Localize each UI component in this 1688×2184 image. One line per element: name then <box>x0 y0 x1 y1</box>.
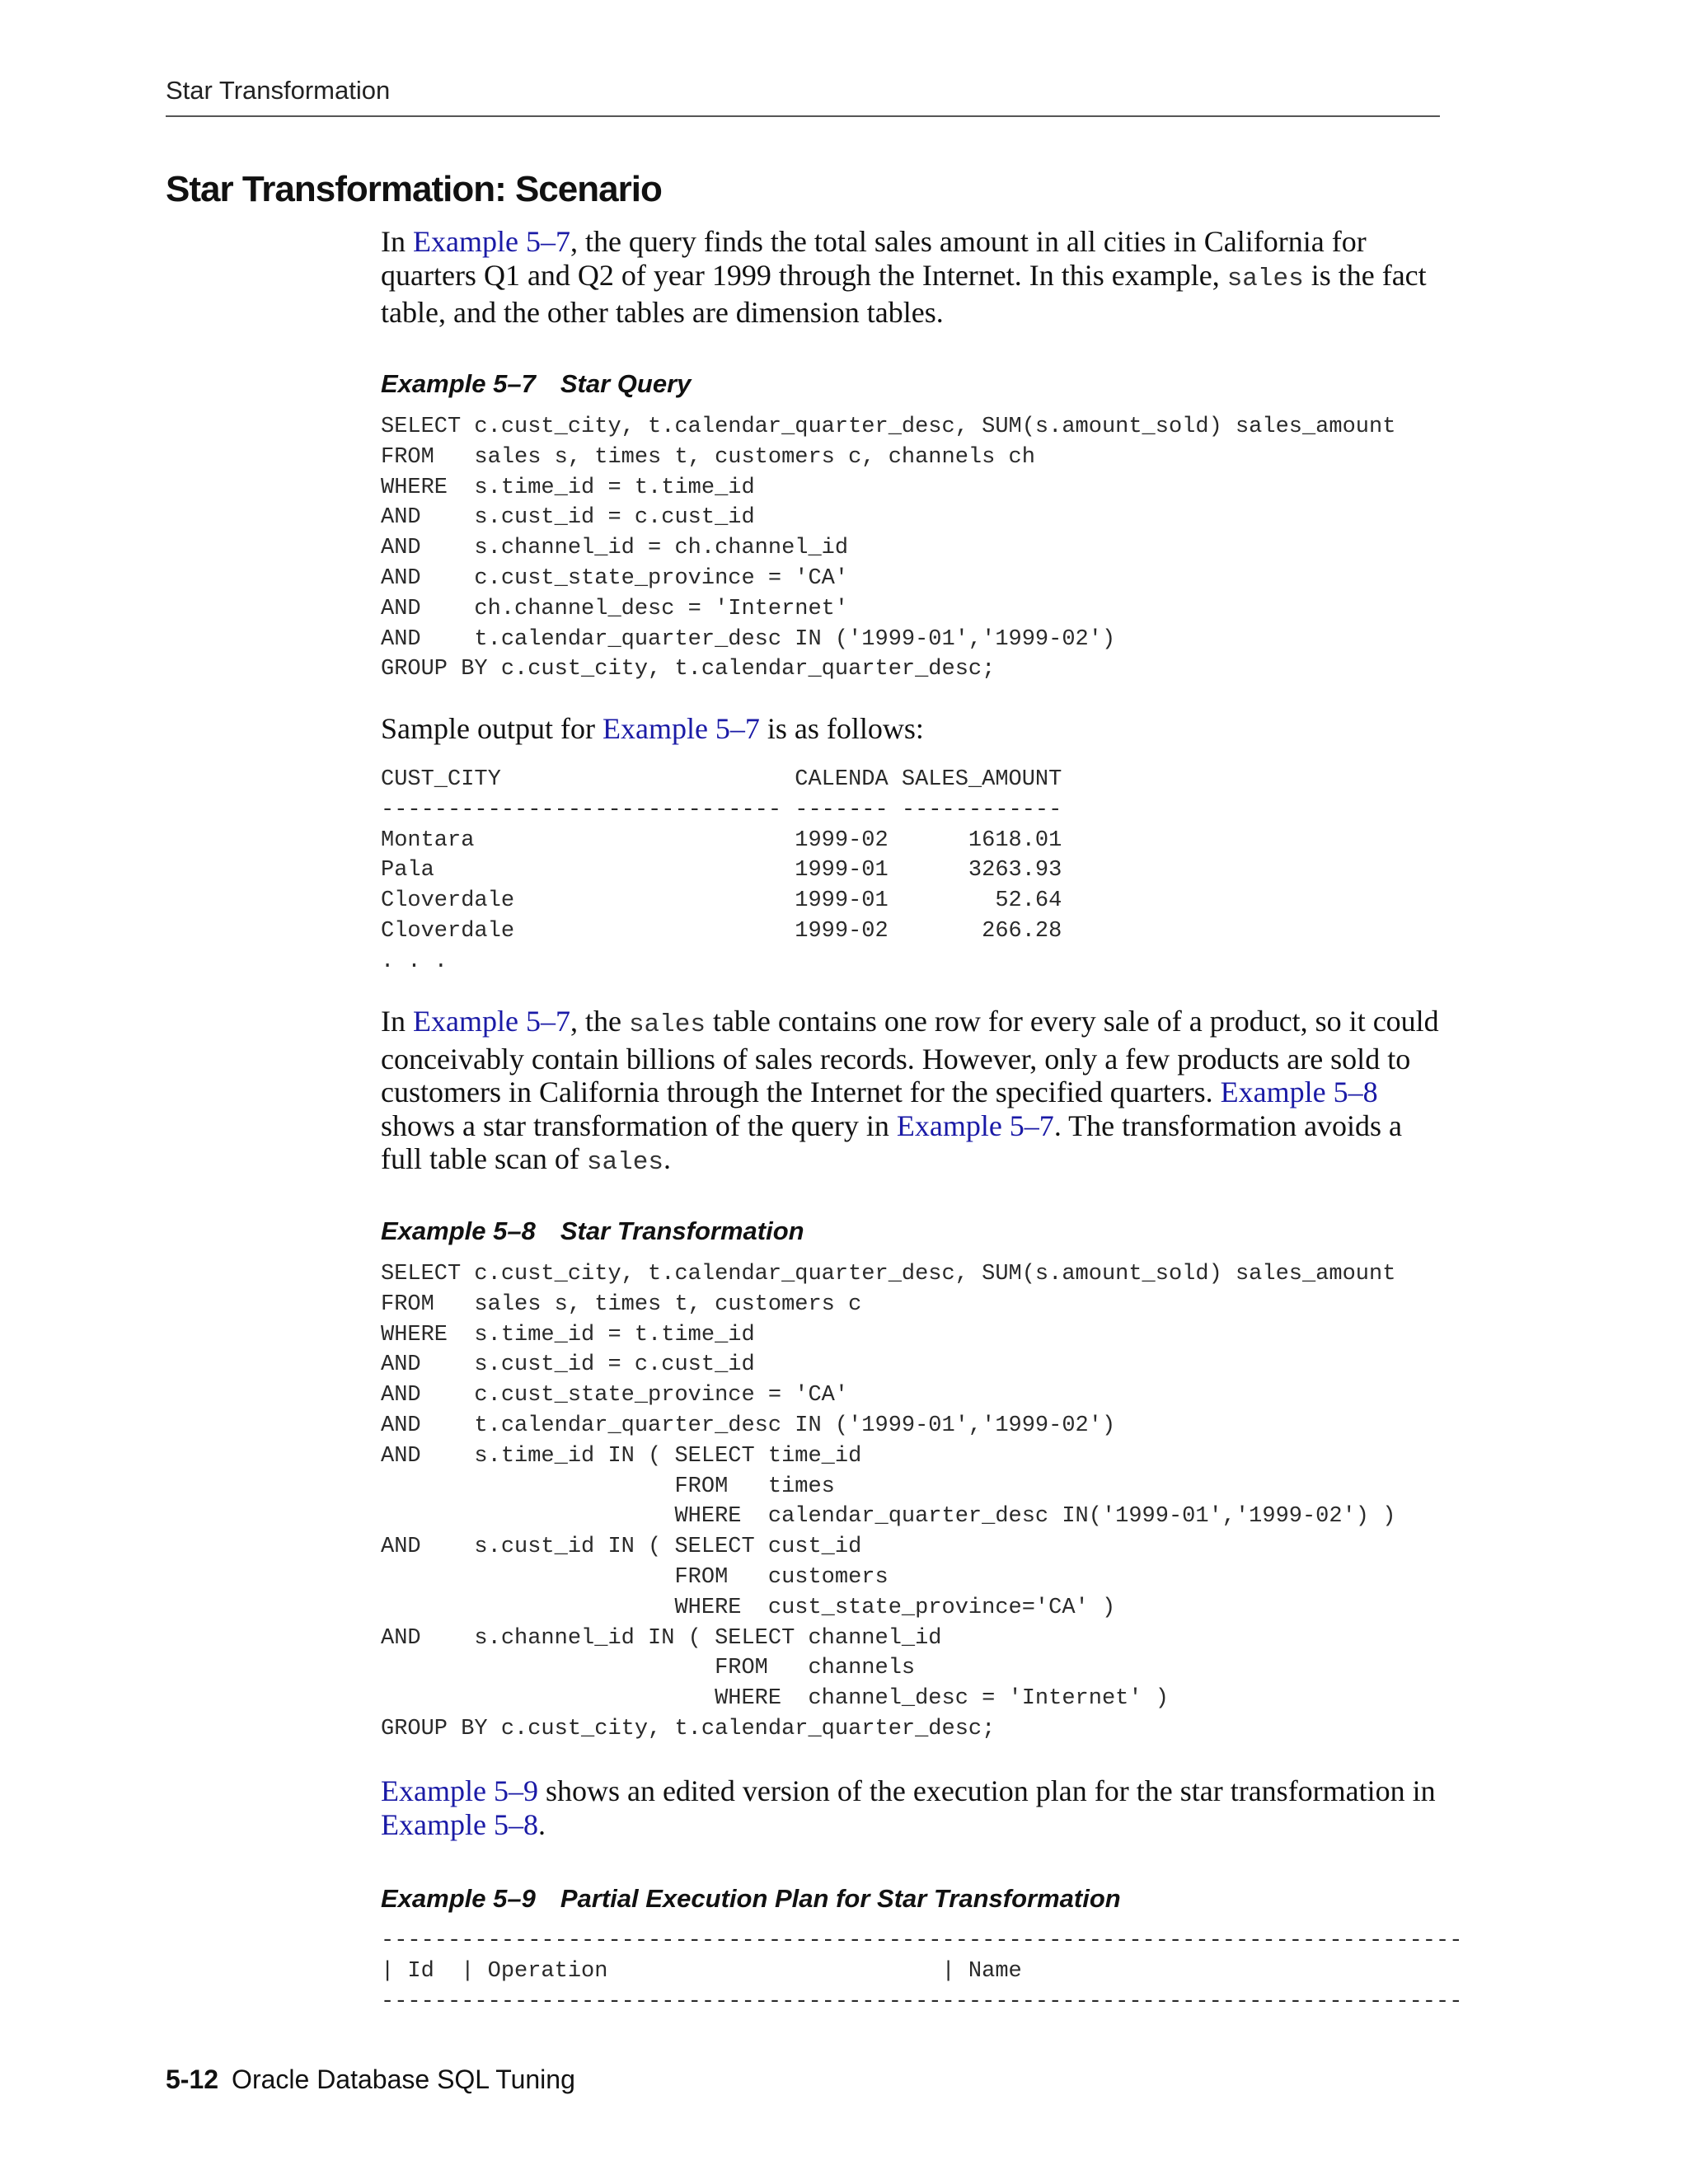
para3-text-2: . <box>537 1807 546 1841</box>
para2-text-3: table contains one row for every sale of a product, so it could conceivably contain billions of sales records. However, only a few products are sold to customers in California through the Internet for the specified quarters. <box>381 1005 1439 1108</box>
intro-text-1: In <box>381 225 413 258</box>
inline-code-sales: sales <box>628 1010 706 1039</box>
para2-text-4: shows a star transformation of the query in <box>381 1108 897 1142</box>
link-example-5-9[interactable]: Example 5–9 <box>381 1774 538 1807</box>
example-caption: Star Transformation <box>560 1216 804 1245</box>
example-5-7-code: SELECT c.cust_city, t.calendar_quarter_desc, SUM(s.amount_sold) sales_amount FROM sales s, times t, customers c, channels ch WHERE s.time_id = t.time_id AND s.cust_id = c.cust_id AND s.channel_id = ch.channel_id AND c.cust_state_province = 'CA' AND ch.channel_desc = 'Internet' AND t.calendar_quarter_desc IN ('1999-01','1999-02') GROUP BY c.cust_city, t.calendar_quarter_desc; <box>381 415 1396 682</box>
sample-output-paragraph <box>381 712 1444 746</box>
inline-code-sales: sales <box>1226 264 1304 293</box>
link-example-5-7[interactable]: Example 5–7 <box>896 1108 1054 1142</box>
header-rule <box>166 115 1440 117</box>
section-title: Star Transformation: Scenario <box>166 169 662 209</box>
example-5-9-code: --------------------------------------------------------------------------------- | Id | Operation | Name --------------------------------------------------------------------------------- <box>381 1929 1463 2014</box>
para2-text-5: . The transformation avoids a full table scan of <box>381 1108 1403 1175</box>
intro-text-3: is the fact table, and the other tables are dimension tables. <box>381 258 1427 329</box>
sample-text-1: Sample output for <box>381 712 603 745</box>
execution-plan-intro <box>381 1774 1444 1841</box>
page-number: 5-12 <box>166 2064 219 2094</box>
link-example-5-7[interactable]: Example 5–7 <box>413 1005 570 1038</box>
inline-code-sales: sales <box>586 1148 663 1177</box>
sample-text-2: is as follows: <box>759 712 924 745</box>
example-label: Example 5–9 <box>381 1884 536 1913</box>
sample-output-code: CUST_CITY CALENDA SALES_AMOUNT ------------------------------ ------- ------------ Montara 1999-02 1618.01 Pala 1999-01 3263.93 Cloverdale 1999-01 52.64 Cloverdale 1999-02 266.28 . . . <box>381 767 1062 974</box>
example-5-8-code: SELECT c.cust_city, t.calendar_quarter_desc, SUM(s.amount_sold) sales_amount FROM sales s, times t, customers c WHERE s.time_id = t.time_id AND s.cust_id = c.cust_id AND c.cust_state_province = 'CA' AND t.calendar_quarter_desc IN ('1999-01','1999-02') AND s.time_id IN ( SELECT time_id FROM times WHERE calendar_quarter_desc IN('1999-01','1999-02') ) AND s.cust_id IN ( SELECT cust_id FROM customers WHERE cust_state_province='CA' ) AND s.channel_id IN ( SELECT channel_id FROM channels WHERE channel_desc = 'Internet' ) GROUP BY c.cust_city, t.calendar_quarter_desc; <box>381 1262 1396 1741</box>
example-5-9-title <box>381 1884 1444 1914</box>
example-caption: Partial Execution Plan for Star Transformation <box>560 1884 1121 1913</box>
intro-text-2: , the query finds the total sales amount in all cities in California for quarters Q1 and Q2 of year 1999 through the Internet. In this example, <box>381 225 1367 292</box>
example-label: Example 5–8 <box>381 1216 536 1245</box>
running-header: Star Transformation <box>166 76 391 105</box>
example-5-7-title <box>381 369 1444 399</box>
book-title: Oracle Database SQL Tuning <box>232 2064 575 2094</box>
para2-text-1: In <box>381 1005 413 1038</box>
example-caption: Star Query <box>560 369 692 398</box>
intro-paragraph <box>381 225 1444 330</box>
para2-text-6: . <box>663 1142 671 1175</box>
example-label: Example 5–7 <box>381 369 536 398</box>
link-example-5-7[interactable]: Example 5–7 <box>602 712 760 745</box>
para3-text-1: shows an edited version of the execution plan for the star transformation in <box>537 1774 1436 1807</box>
link-example-5-7[interactable]: Example 5–7 <box>413 225 570 258</box>
link-example-5-8[interactable]: Example 5–8 <box>381 1807 538 1841</box>
example-5-8-title <box>381 1216 1444 1246</box>
link-example-5-8[interactable]: Example 5–8 <box>1220 1076 1378 1108</box>
page-footer <box>166 2064 575 2095</box>
para2-text-2: , the <box>570 1005 629 1038</box>
explanation-paragraph <box>381 1005 1444 1180</box>
